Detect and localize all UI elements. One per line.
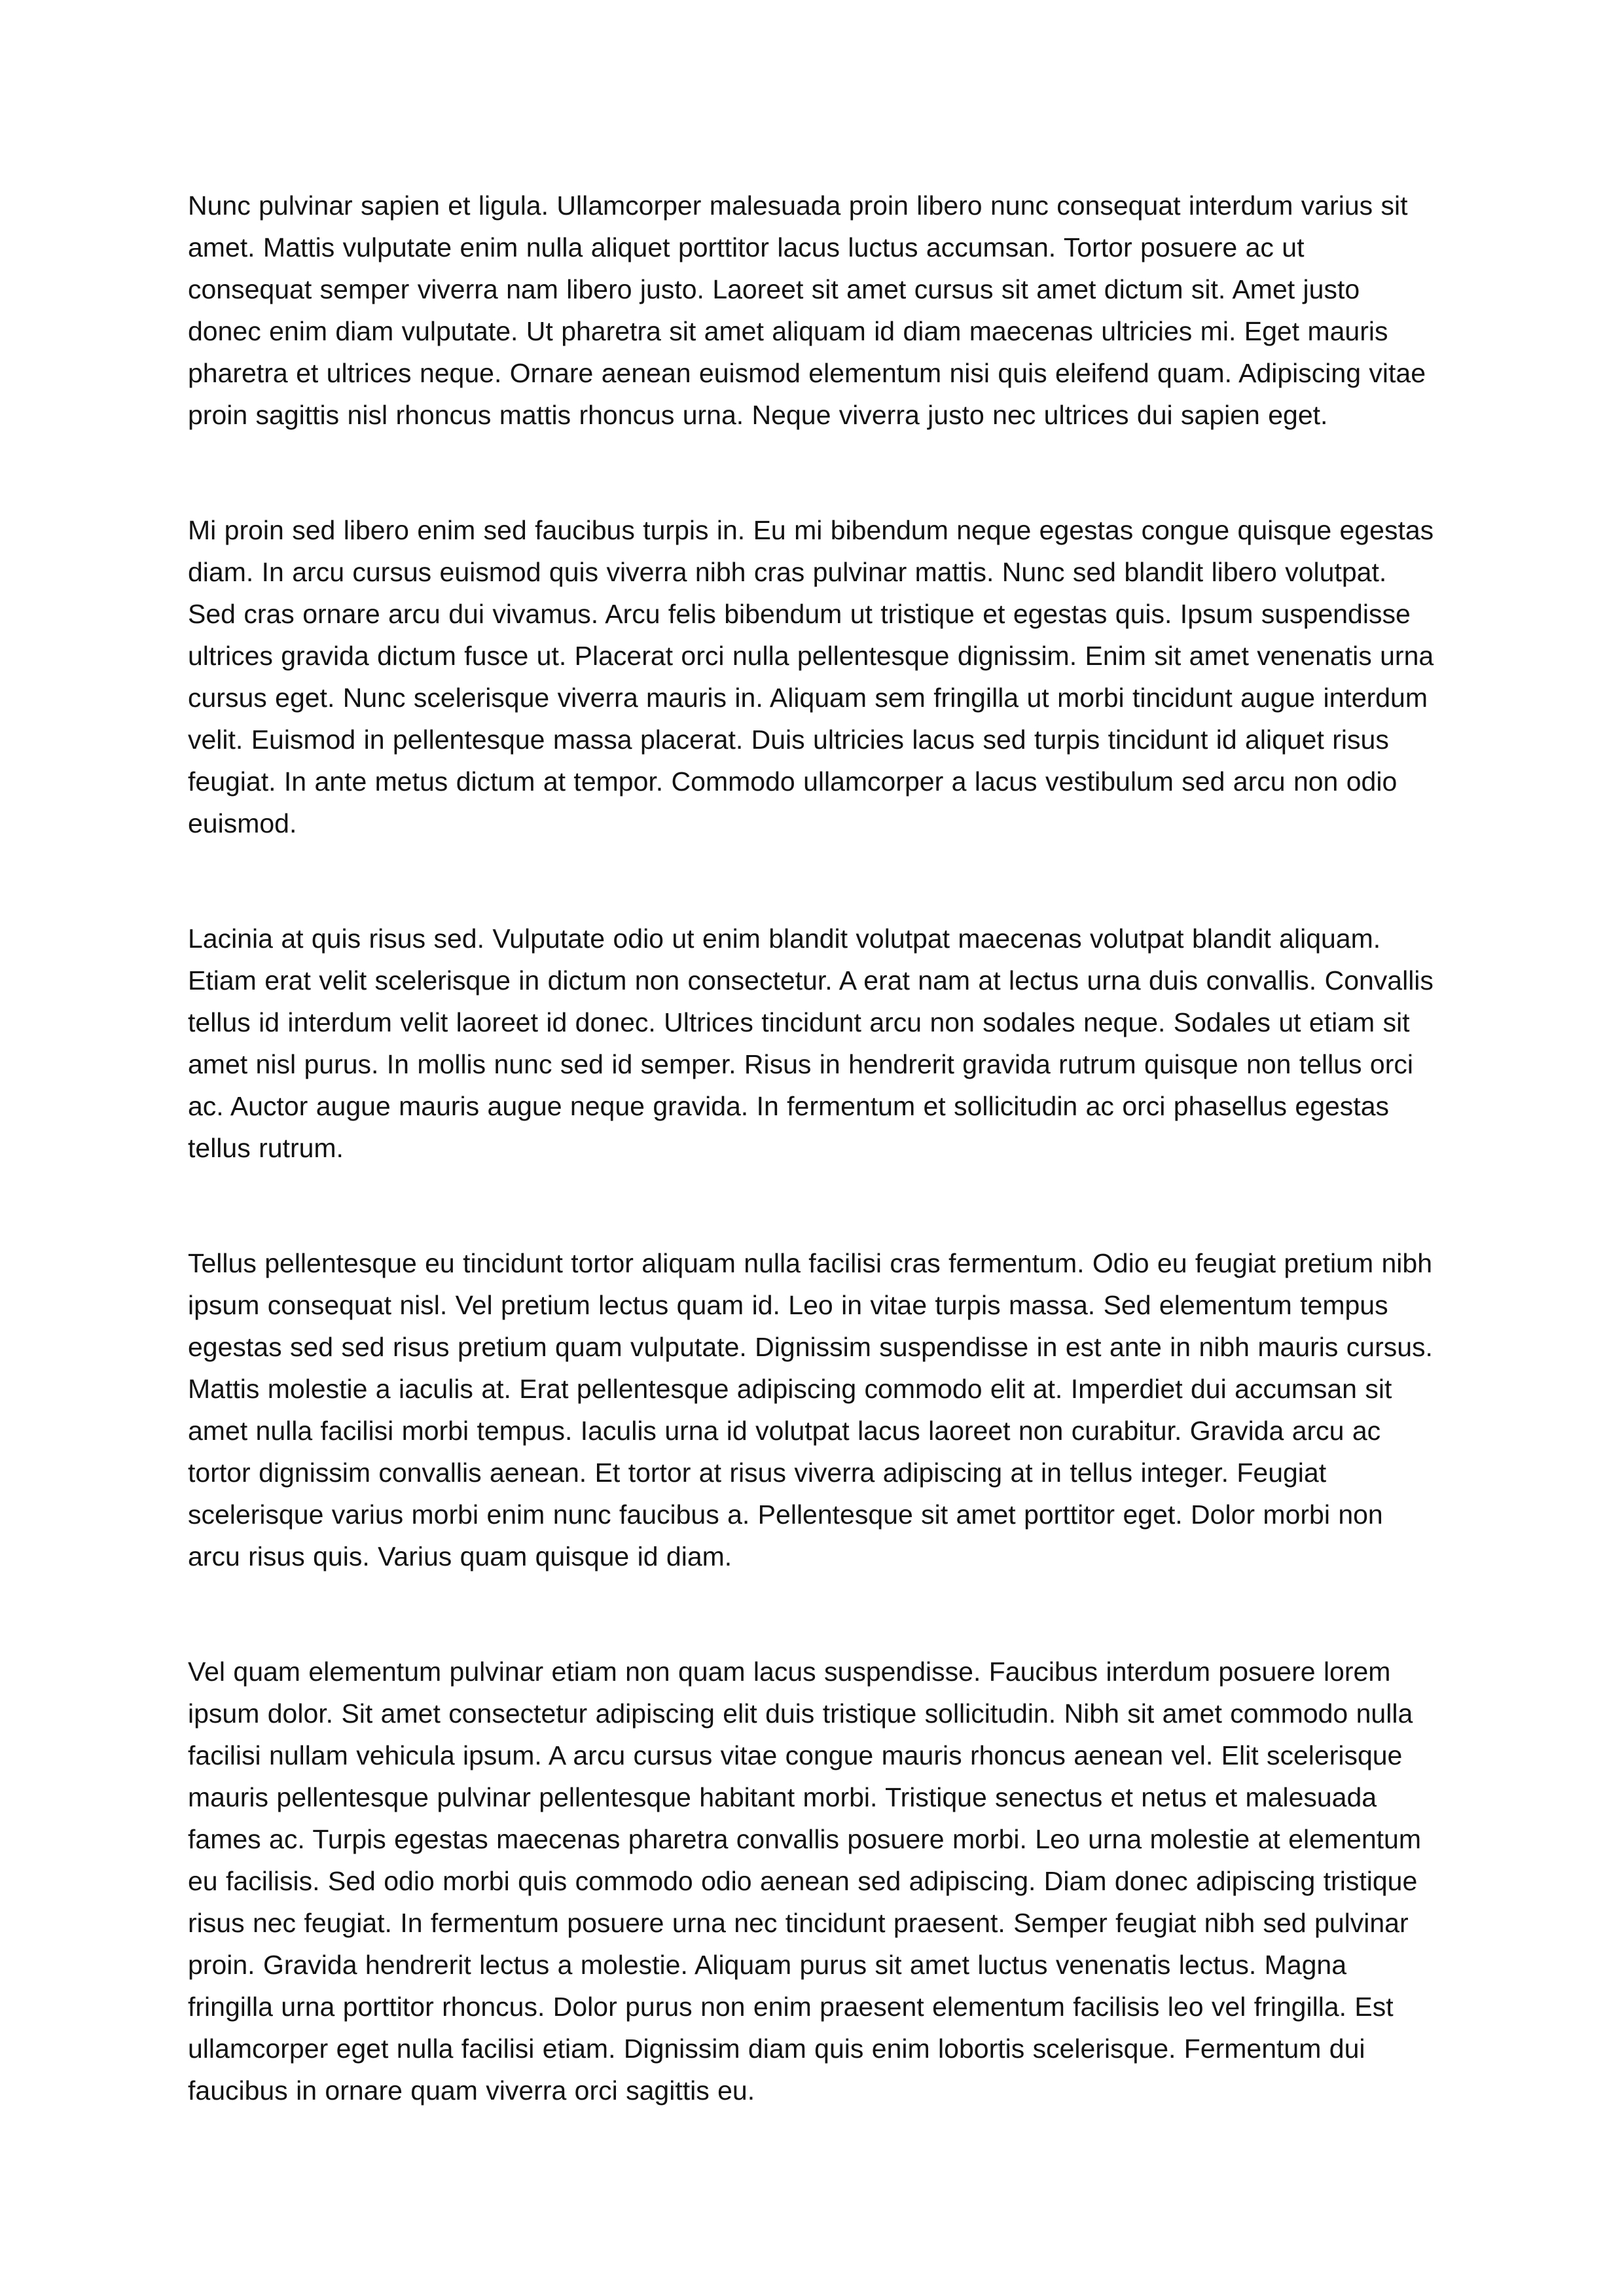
paragraph: Nunc pulvinar sapien et ligula. Ullamcorper malesuada proin libero nunc consequat interdum varius sit amet. Mattis vulputate enim nulla aliquet porttitor lacus luctus accumsan. Tortor posuere ac ut consequat semper viverra nam libero justo. Laoreet sit amet cursus sit amet dictum sit. Amet justo donec enim diam vulputate. Ut pharetra sit amet aliquam id diam maecenas ultricies mi. Eget mauris pharetra et ultrices neque. Ornare aenean euismod elementum nisi quis eleifend quam. Adipiscing vitae proin sagittis nisl rhoncus mattis rhoncus urna. Neque viverra justo nec ultrices dui sapien eget.: [188, 190, 1426, 430]
paragraph: Lacinia at quis risus sed. Vulputate odio ut enim blandit volutpat maecenas volutpat blandit aliquam. Etiam erat velit scelerisque in dictum non consectetur. A erat nam at lectus urna duis convallis. Convallis tellus id interdum velit laoreet id donec. Ultrices tincidunt arcu non sodales neque. Sodales ut etiam sit amet nisl purus. In mollis nunc sed id semper. Risus in hendrerit gravida rutrum quisque non tellus orci ac. Auctor augue mauris augue neque gravida. In fermentum et sollicitudin ac orci phasellus egestas tellus rutrum.: [188, 924, 1434, 1163]
paragraph: Tellus pellentesque eu tincidunt tortor aliquam nulla facilisi cras fermentum. Odio eu feugiat pretium nibh ipsum consequat nisl. Vel pretium lectus quam id. Leo in vitae turpis massa. Sed elementum tempus egestas sed sed risus pretium quam vulputate. Dignissim suspendisse in est ante in nibh mauris cursus. Mattis molestie a iaculis at. Erat pellentesque adipiscing commodo elit at. Imperdiet dui accumsan sit amet nulla facilisi morbi tempus. Iaculis urna id volutpat lacus laoreet non curabitur. Gravida arcu ac tortor dignissim convallis aenean. Et tortor at risus viverra adipiscing at in tellus integer. Feugiat scelerisque varius morbi enim nunc faucibus a. Pellentesque sit amet porttitor eget. Dolor morbi non arcu risus quis. Varius quam quisque id diam.: [188, 1248, 1433, 1571]
paragraph: Mi proin sed libero enim sed faucibus turpis in. Eu mi bibendum neque egestas congue quisque egestas diam. In arcu cursus euismod quis viverra nibh cras pulvinar mattis. Nunc sed blandit libero volutpat. Sed cras ornare arcu dui vivamus. Arcu felis bibendum ut tristique et egestas quis. Ipsum suspendisse ultrices gravida dictum fusce ut. Placerat orci nulla pellentesque dignissim. Enim sit amet venenatis urna cursus eget. Nunc scelerisque viverra mauris in. Aliquam sem fringilla ut morbi tincidunt augue interdum velit. Euismod in pellentesque massa placerat. Duis ultricies lacus sed turpis tincidunt id aliquet risus feugiat. In ante metus dictum at tempor. Commodo ullamcorper a lacus vestibulum sed arcu non odio euismod.: [188, 515, 1434, 838]
document-text-block: [188, 185, 1435, 2111]
paragraph: Vel quam elementum pulvinar etiam non quam lacus suspendisse. Faucibus interdum posuere lorem ipsum dolor. Sit amet consectetur adipiscing elit duis tristique sollicitudin. Nibh sit amet commodo nulla facilisi nullam vehicula ipsum. A arcu cursus vitae congue mauris rhoncus aenean vel. Elit scelerisque mauris pellentesque pulvinar pellentesque habitant morbi. Tristique senectus et netus et malesuada fames ac. Turpis egestas maecenas pharetra convallis posuere morbi. Leo urna molestie at elementum eu facilisis. Sed odio morbi quis commodo odio aenean sed adipiscing. Diam donec adipiscing tristique risus nec feugiat. In fermentum posuere urna nec tincidunt praesent. Semper feugiat nibh sed pulvinar proin. Gravida hendrerit lectus a molestie. Aliquam purus sit amet luctus venenatis lectus. Magna fringilla urna porttitor rhoncus. Dolor purus non enim praesent elementum facilisis leo vel fringilla. Est ullamcorper eget nulla facilisi etiam. Dignissim diam quis enim lobortis scelerisque. Fermentum dui faucibus in ornare quam viverra orci sagittis eu.: [188, 1657, 1422, 2106]
